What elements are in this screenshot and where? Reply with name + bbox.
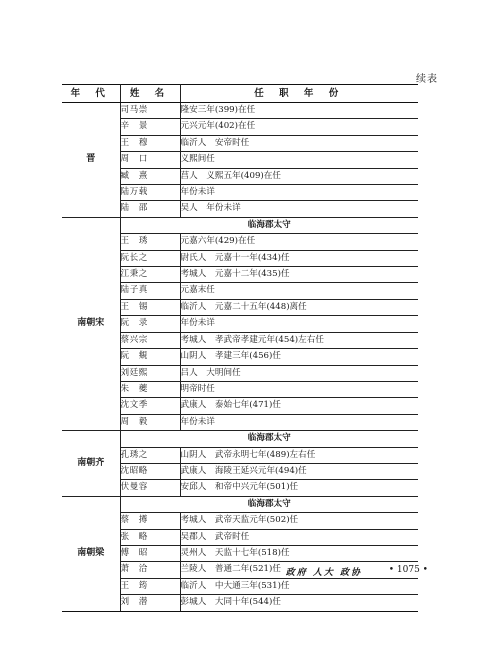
official-tenure: 隆安三年(399)在任 bbox=[180, 103, 418, 119]
official-tenure: 彭城人 大同十年(544)任 bbox=[180, 595, 418, 611]
official-tenure: 年份未详 bbox=[180, 185, 418, 201]
official-name: 萧 洽 bbox=[120, 562, 180, 578]
official-name: 阮 录 bbox=[120, 316, 180, 332]
official-name: 刘 潜 bbox=[120, 595, 180, 611]
official-name: 江秉之 bbox=[120, 267, 180, 283]
official-name: 王 锡 bbox=[120, 299, 180, 315]
official-name: 沈文季 bbox=[120, 398, 180, 414]
official-name: 周 毅 bbox=[120, 414, 180, 430]
official-name: 王 筠 bbox=[120, 578, 180, 594]
page-footer bbox=[0, 565, 480, 579]
footer-logo-text: 政府 人大 政协 bbox=[285, 568, 362, 578]
era-cell: 南朝齐 bbox=[62, 431, 120, 497]
official-name: 张 略 bbox=[120, 529, 180, 545]
official-name: 臧 熹 bbox=[120, 168, 180, 184]
office-row bbox=[62, 496, 418, 512]
official-name: 王 穆 bbox=[120, 135, 180, 151]
official-tenure: 吴人 年份未详 bbox=[180, 201, 418, 217]
official-tenure: 考城人 武帝天监元年(502)任 bbox=[180, 513, 418, 529]
official-tenure: 考城人 孝武帝孝建元年(454)左右任 bbox=[180, 332, 418, 348]
official-name: 阮 覜 bbox=[120, 349, 180, 365]
official-tenure: 吕人 大明间任 bbox=[180, 365, 418, 381]
official-tenure: 临沂人 安帝时任 bbox=[180, 135, 418, 151]
official-name: 蔡兴宗 bbox=[120, 332, 180, 348]
official-tenure: 尉氏人 元嘉十一年(434)任 bbox=[180, 250, 418, 266]
official-tenure: 元嘉六年(429)在任 bbox=[180, 234, 418, 250]
official-tenure: 考城人 元嘉十二年(435)任 bbox=[180, 267, 418, 283]
official-tenure: 山阴人 孝建三年(456)任 bbox=[180, 349, 418, 365]
official-tenure: 元嘉末任 bbox=[180, 283, 418, 299]
official-name: 朱 夔 bbox=[120, 381, 180, 397]
era-cell: 晋 bbox=[62, 103, 120, 218]
official-tenure: 义熙间任 bbox=[180, 152, 418, 168]
official-name: 孔琇之 bbox=[120, 447, 180, 463]
official-tenure: 临沂人 中大通三年(531)任 bbox=[180, 578, 418, 594]
official-tenure: 武康人 泰始七年(471)任 bbox=[180, 398, 418, 414]
header-info: 任 职 年 份 bbox=[180, 85, 418, 103]
table-row bbox=[62, 103, 418, 119]
table-header-row bbox=[62, 85, 418, 103]
official-tenure: 兰陵人 普通二年(521)任 bbox=[180, 562, 418, 578]
official-tenure: 明帝时任 bbox=[180, 381, 418, 397]
official-name: 蔡 撙 bbox=[120, 513, 180, 529]
header-name: 姓 名 bbox=[120, 85, 180, 103]
official-tenure: 吴郡人 武帝时任 bbox=[180, 529, 418, 545]
era-cell: 南朝梁 bbox=[62, 496, 120, 611]
page-number: • 1075 • bbox=[388, 565, 428, 575]
official-name: 陆 邵 bbox=[120, 201, 180, 217]
official-name: 周 口 bbox=[120, 152, 180, 168]
official-tenure: 莒人 义熙五年(409)在任 bbox=[180, 168, 418, 184]
office-title: 临海郡太守 bbox=[120, 496, 418, 512]
official-name: 沈昭略 bbox=[120, 463, 180, 479]
continued-label: 续表 bbox=[416, 74, 438, 85]
official-tenure: 安邱人 和帝中兴元年(501)任 bbox=[180, 480, 418, 496]
official-name: 傅 昭 bbox=[120, 545, 180, 561]
official-tenure: 山阴人 武帝永明七年(489)左右任 bbox=[180, 447, 418, 463]
era-cell: 南朝宋 bbox=[62, 217, 120, 430]
official-tenure: 武康人 海陵王延兴元年(494)任 bbox=[180, 463, 418, 479]
official-name: 辛 景 bbox=[120, 119, 180, 135]
office-title: 临海郡太守 bbox=[120, 217, 418, 233]
official-tenure: 灵州人 天监十七年(518)任 bbox=[180, 545, 418, 561]
official-name: 司马崇 bbox=[120, 103, 180, 119]
official-name: 陆子真 bbox=[120, 283, 180, 299]
official-tenure: 年份未详 bbox=[180, 316, 418, 332]
official-tenure: 元兴元年(402)在任 bbox=[180, 119, 418, 135]
official-name: 刘廷熙 bbox=[120, 365, 180, 381]
official-name: 阮长之 bbox=[120, 250, 180, 266]
office-row bbox=[62, 217, 418, 233]
header-era: 年 代 bbox=[62, 85, 120, 103]
official-name: 陆万载 bbox=[120, 185, 180, 201]
official-tenure: 年份未详 bbox=[180, 414, 418, 430]
office-title: 临海郡太守 bbox=[120, 431, 418, 447]
official-name: 伏曼容 bbox=[120, 480, 180, 496]
official-tenure: 临沂人 元嘉二十五年(448)离任 bbox=[180, 299, 418, 315]
official-name: 王 琇 bbox=[120, 234, 180, 250]
office-row bbox=[62, 431, 418, 447]
table-body bbox=[62, 103, 418, 612]
officials-table bbox=[62, 84, 418, 612]
